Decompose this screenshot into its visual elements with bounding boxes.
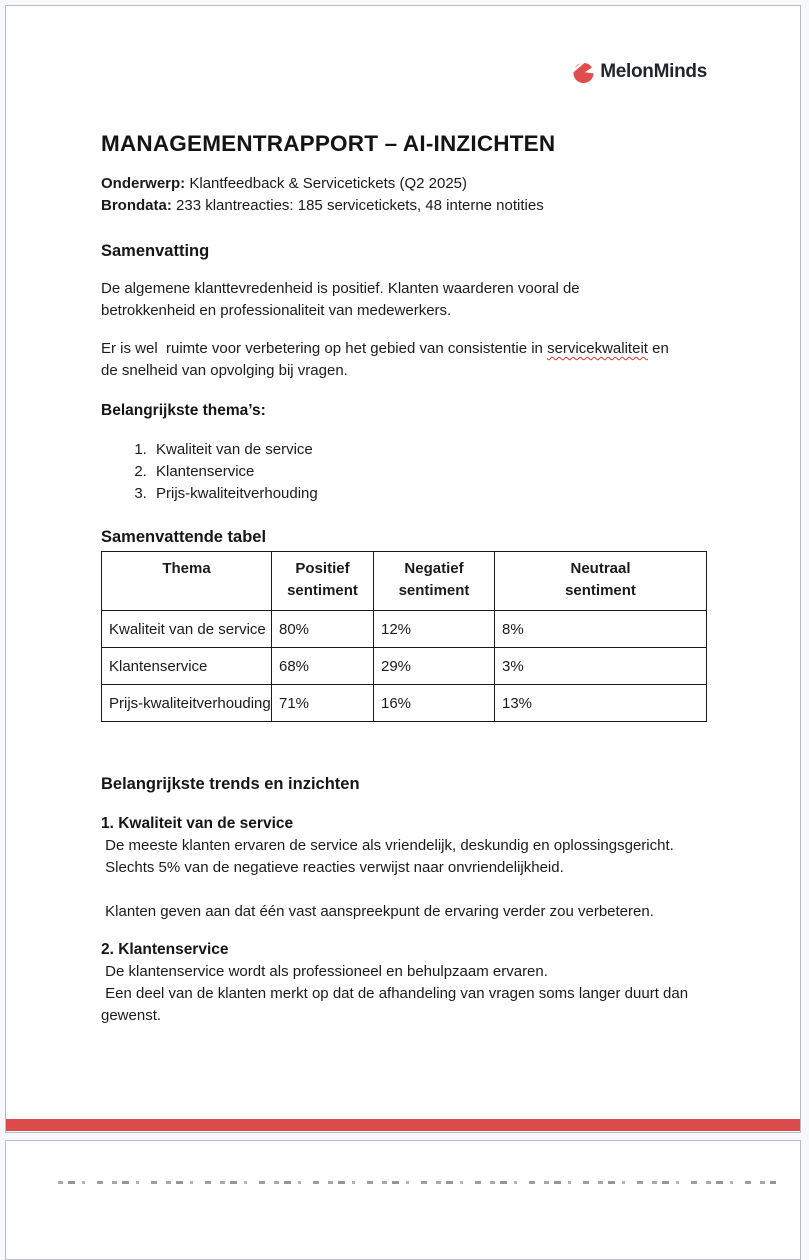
paragraph-line: De meeste klanten ervaren de service als vriendelijk, deskundig en oplossingsgericht. — [101, 837, 674, 854]
paragraph-line: Slechts 5% van de negatieve reacties verwijst naar onvriendelijkheid. — [101, 859, 564, 876]
cell-negatief: 16% — [374, 685, 495, 722]
meta-value: Klantfeedback & Servicetickets (Q2 2025) — [189, 175, 467, 192]
meta-line-brondata — [101, 195, 707, 217]
brand-name: MelonMinds — [600, 60, 707, 82]
column-header-positief: Positief sentiment — [272, 552, 374, 611]
table-header-row — [102, 552, 707, 611]
page-1 — [5, 5, 801, 1133]
report-meta — [101, 173, 707, 217]
column-header-negatief: Negatief sentiment — [374, 552, 495, 611]
trend-section-1-paragraph-1 — [101, 835, 707, 879]
report-title: MANAGEMENTRAPPORT – AI-INZICHTEN — [101, 131, 556, 156]
samenvatting-heading: Samenvatting — [101, 242, 210, 260]
samenvatting-paragraph-2 — [101, 338, 707, 382]
list-item-label: Prijs-kwaliteitverhouding — [156, 485, 318, 502]
paragraph-line: Een deel van de klanten merkt op dat de afhandeling van vragen soms langer duurt dan — [101, 985, 689, 1002]
paragraph-line: betrokkenheid en professionaliteit van medewerkers. — [101, 302, 452, 319]
cell-thema: Klantenservice — [102, 648, 272, 685]
meta-line-onderwerp — [101, 173, 707, 195]
column-header-thema: Thema — [102, 552, 272, 611]
paragraph-line — [101, 338, 707, 360]
table-row — [102, 648, 707, 685]
cell-neutraal: 13% — [495, 685, 707, 722]
paragraph-line: De algemene klanttevredenheid is positief. Klanten waarderen vooral de — [101, 280, 580, 297]
cell-neutraal: 8% — [495, 611, 707, 648]
paragraph-line: gewenst. — [101, 1007, 162, 1024]
trend-section-1-paragraph-2 — [101, 901, 707, 923]
cell-positief: 68% — [272, 648, 374, 685]
meta-label: Onderwerp: — [101, 175, 186, 192]
paragraph-line: De klantenservice wordt als professioneel en behulpzaam ervaren. — [101, 963, 548, 980]
trend-section-2-paragraph-1 — [101, 961, 707, 1027]
meta-label: Brondata: — [101, 197, 172, 214]
themas-list — [101, 439, 707, 505]
trend-section-1-heading: 1. Kwaliteit van de service — [101, 815, 294, 832]
melonminds-logo-icon — [571, 59, 596, 85]
spellcheck-flagged-word: servicekwaliteit — [547, 340, 648, 357]
trends-heading: Belangrijkste trends en inzichten — [101, 775, 360, 793]
meta-value: 233 klantreacties: 185 servicetickets, 48 interne notities — [176, 197, 544, 214]
footer-accent-bar — [6, 1119, 800, 1131]
list-item-label: Kwaliteit van de service — [156, 441, 313, 458]
list-item — [151, 461, 707, 483]
paragraph-line: Klanten geven aan dat één vast aanspreekpunt de ervaring verder zou verbeteren. — [101, 903, 654, 920]
cell-negatief: 12% — [374, 611, 495, 648]
themas-heading: Belangrijkste thema’s: — [101, 402, 266, 419]
list-item — [151, 439, 707, 461]
text-segment: Er is wel ruimte voor verbetering op het gebied van consistentie in — [101, 340, 548, 357]
paragraph-line: de snelheid van opvolging bij vragen. — [101, 362, 348, 379]
cell-thema: Kwaliteit van de service — [102, 611, 272, 648]
table-row — [102, 685, 707, 722]
column-header-neutraal: Neutraal sentiment — [495, 552, 707, 611]
trend-section-2-heading: 2. Klantenservice — [101, 941, 229, 958]
text-segment: en — [647, 340, 669, 357]
cell-thema: Prijs-kwaliteitverhouding — [102, 685, 272, 722]
list-item — [151, 483, 707, 505]
samenvatting-paragraph-1 — [101, 278, 707, 322]
brand-logo — [101, 58, 707, 85]
page-1-content — [101, 6, 707, 1027]
cell-positief: 71% — [272, 685, 374, 722]
cell-negatief: 29% — [374, 648, 495, 685]
page-2 — [5, 1140, 801, 1260]
cell-neutraal: 3% — [495, 648, 707, 685]
table-row — [102, 611, 707, 648]
tabel-heading: Samenvattende tabel — [101, 528, 267, 546]
cell-positief: 80% — [272, 611, 374, 648]
sentiment-table — [101, 551, 707, 722]
list-item-label: Klantenservice — [156, 463, 255, 480]
